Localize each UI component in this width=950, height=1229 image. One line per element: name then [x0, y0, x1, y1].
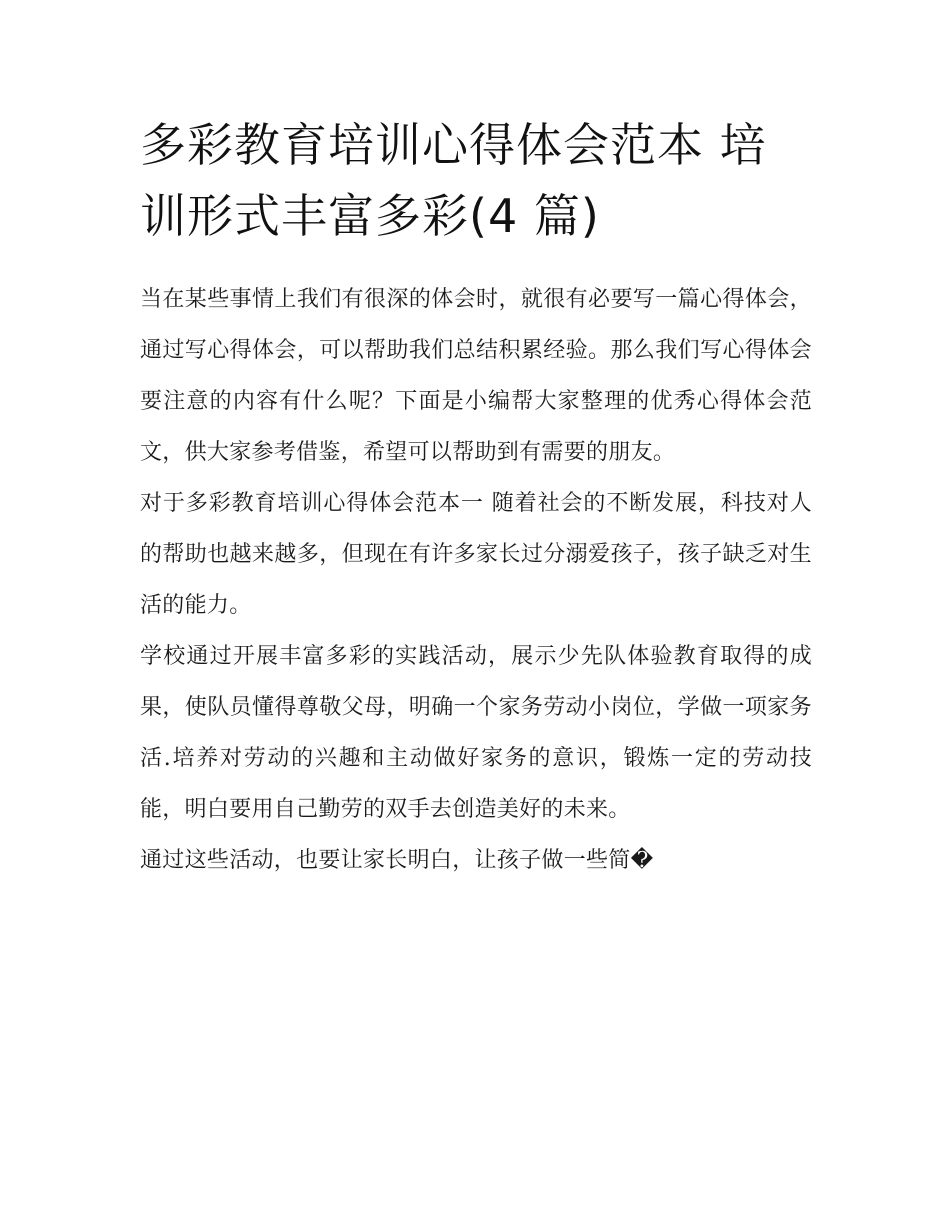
document-title: 多彩教育培训心得体会范本 培训形式丰富多彩(4 篇) [140, 118, 767, 243]
paragraph-school-activities: 学校通过开展丰富多彩的实践活动，展示少先队体验教育取得的成果，使队员懂得尊敬父母，明确一个家务劳动小岗位，学做一项家务活.培养对劳动的兴趣和主动做好家务的意识，锻炼一定的劳动技能，明白要用自己勤劳的双手去创造美好的未来。 [140, 644, 812, 822]
paragraph-parents: 通过这些活动，也要让家长明白，让孩子做一些简� [140, 848, 654, 873]
paragraph-section-one: 对于多彩教育培训心得体会范本一 随着社会的不断发展，科技对人的帮助也越来越多，但现在有许多家长过分溺爱孩子，孩子缺乏对生活的能力。 [140, 491, 812, 618]
document-page [140, 110, 812, 886]
paragraph-intro: 当在某些事情上我们有很深的体会时，就很有必要写一篇心得体会，通过写心得体会，可以帮助我们总结积累经验。那么我们写心得体会要注意的内容有什么呢？下面是小编帮大家整理的优秀心得体会范文，供大家参考借鉴，希望可以帮助到有需要的朋友。 [140, 287, 812, 465]
